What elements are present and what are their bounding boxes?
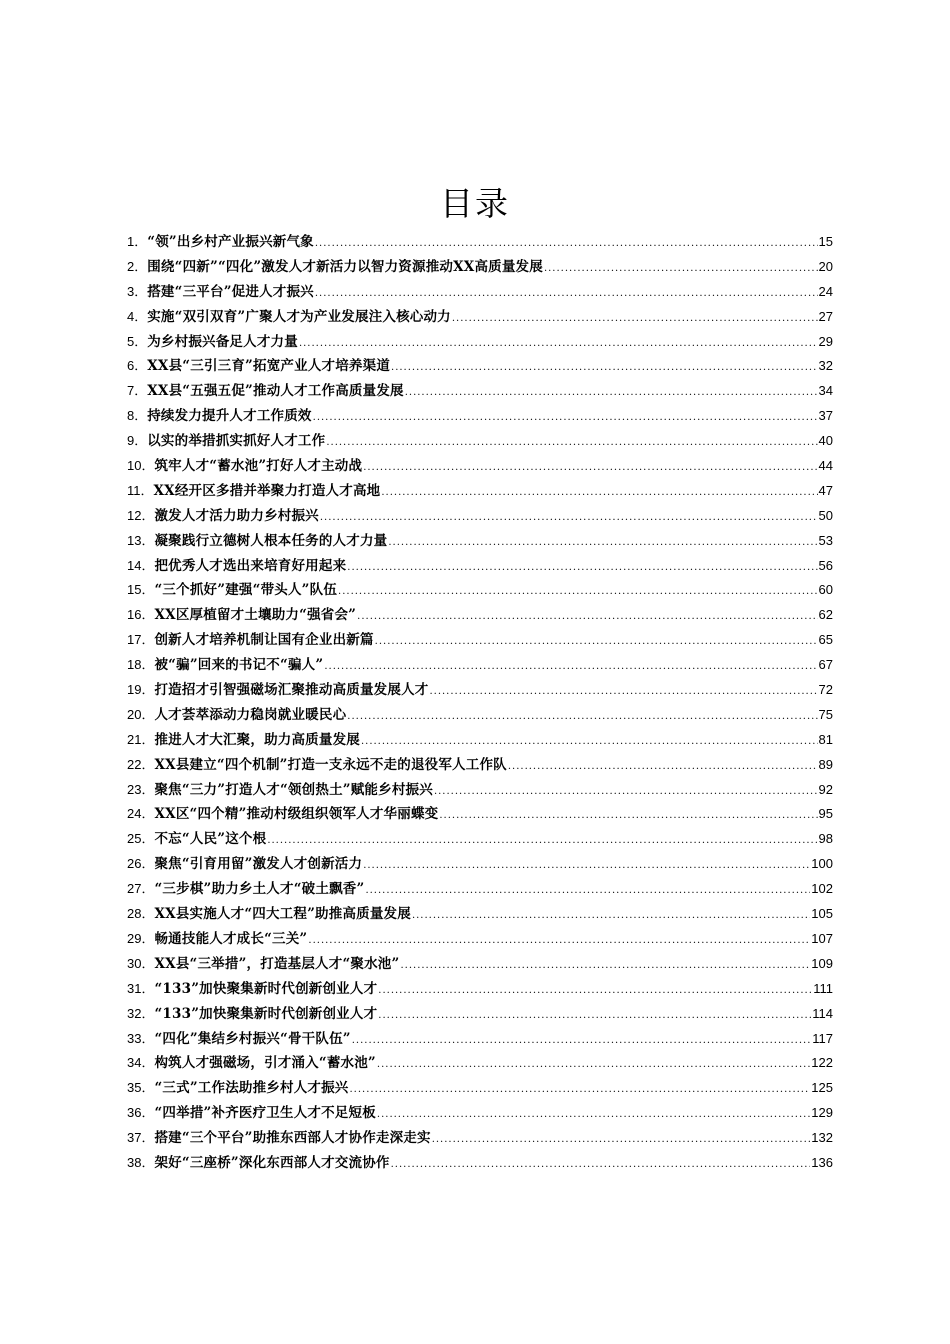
toc-entry-number: 32． bbox=[127, 1005, 155, 1021]
toc-entry-title: “四举措”补齐医疗卫生人才不足短板 bbox=[154, 1105, 376, 1122]
toc-entry-page-number: 67 bbox=[818, 657, 833, 673]
toc-entry-title: “领”出乡村产业振兴新气象 bbox=[147, 234, 314, 250]
toc-entry-number: 11． bbox=[127, 482, 154, 498]
toc-entry[interactable] bbox=[127, 479, 833, 504]
toc-entry-number: 13． bbox=[127, 532, 155, 548]
toc-entry-number: 12． bbox=[127, 507, 155, 523]
toc-entry[interactable] bbox=[127, 927, 833, 952]
toc-dot-leader bbox=[363, 456, 817, 481]
toc-entry-page-number: 75 bbox=[818, 706, 833, 722]
toc-entry-page-number: 40 bbox=[818, 433, 833, 449]
toc-entry[interactable] bbox=[127, 529, 833, 554]
toc-entry-title: 围绕“四新”“四化”激发人才新活力以智力资源推动XX高质量发展 bbox=[147, 258, 543, 275]
toc-entry[interactable] bbox=[127, 977, 833, 1002]
toc-entry[interactable] bbox=[127, 554, 833, 579]
toc-entry[interactable] bbox=[127, 753, 833, 778]
toc-entry[interactable] bbox=[127, 1027, 833, 1052]
toc-dot-leader bbox=[452, 307, 818, 332]
toc-dot-leader bbox=[315, 232, 818, 257]
toc-entry-title: “三步棋”助力乡土人才“破土飘香” bbox=[154, 881, 365, 898]
toc-entry-page-number: 122 bbox=[811, 1055, 833, 1071]
toc-entry-page-number: 136 bbox=[811, 1154, 833, 1170]
toc-dot-leader bbox=[508, 755, 818, 780]
toc-entry-page-number: 72 bbox=[818, 682, 833, 698]
toc-entry-number: 36． bbox=[127, 1105, 155, 1121]
toc-entry-title: 被“骗”回来的书记不“骗人” bbox=[154, 657, 324, 674]
toc-entry[interactable] bbox=[127, 404, 833, 429]
toc-entry-number: 37． bbox=[127, 1130, 155, 1146]
toc-entry-page-number: 50 bbox=[818, 507, 833, 523]
toc-entry-page-number: 102 bbox=[811, 881, 833, 897]
toc-entry[interactable] bbox=[127, 827, 833, 852]
toc-dot-leader bbox=[315, 282, 818, 307]
toc-title: 目录 bbox=[440, 184, 510, 223]
toc-dot-leader bbox=[313, 406, 818, 431]
toc-dot-leader bbox=[434, 780, 818, 805]
toc-entry-title: 凝聚践行立德树人根本任务的人才力量 bbox=[154, 532, 388, 549]
toc-dot-leader bbox=[326, 431, 817, 456]
toc-entry-page-number: 62 bbox=[818, 607, 833, 623]
toc-entry-title: 持续发力提升人才工作质效 bbox=[147, 408, 312, 425]
toc-entry-title: “四化”集结乡村振兴“骨干队伍” bbox=[154, 1030, 351, 1047]
toc-entry-page-number: 20 bbox=[818, 258, 833, 274]
toc-dot-leader bbox=[308, 929, 810, 954]
toc-entry-number: 33． bbox=[127, 1030, 155, 1046]
toc-entry-title: 架好“三座桥”深化东西部人才交流协作 bbox=[154, 1154, 390, 1171]
toc-entry-number: 5． bbox=[127, 333, 148, 349]
toc-entry-title: XX县“三引三育”拓宽产业人才培养渠道 bbox=[147, 358, 391, 375]
toc-entry-page-number: 125 bbox=[811, 1080, 833, 1096]
toc-entry-title: “三式”工作法助推乡村人才振兴 bbox=[154, 1080, 349, 1097]
toc-entry-page-number: 37 bbox=[818, 408, 833, 424]
toc-dot-leader bbox=[352, 1029, 812, 1054]
toc-entry-title: XX县“五强五促”推动人才工作高质量发展 bbox=[147, 383, 404, 400]
toc-entry-number: 6． bbox=[127, 358, 148, 374]
toc-entry-page-number: 129 bbox=[811, 1105, 833, 1121]
toc-dot-leader bbox=[377, 1103, 810, 1128]
toc-entry-number: 23． bbox=[127, 781, 155, 797]
toc-entry-page-number: 65 bbox=[818, 632, 833, 648]
toc-entry-page-number: 24 bbox=[818, 283, 833, 299]
toc-dot-leader bbox=[365, 879, 810, 904]
toc-entry-page-number: 47 bbox=[818, 482, 833, 498]
toc-entry-title: “133”加快聚集新时代创新创业人才 bbox=[154, 1005, 378, 1022]
toc-dot-leader bbox=[363, 854, 810, 879]
toc-dot-leader bbox=[412, 904, 810, 929]
toc-entry-page-number: 60 bbox=[818, 582, 833, 598]
toc-entry[interactable] bbox=[127, 1002, 833, 1027]
toc-entry-page-number: 29 bbox=[818, 333, 833, 349]
toc-entry[interactable] bbox=[127, 454, 833, 479]
toc-dot-leader bbox=[361, 730, 818, 755]
toc-entry-page-number: 81 bbox=[818, 731, 833, 747]
toc-entry-number: 1． bbox=[127, 234, 148, 249]
toc-entry-title: 为乡村振兴备足人才力量 bbox=[147, 333, 298, 350]
toc-dot-leader bbox=[400, 954, 810, 979]
toc-entry[interactable] bbox=[127, 603, 833, 628]
toc-entry-page-number: 117 bbox=[812, 1030, 833, 1046]
toc-entry-title: “三个抓好”建强“带头人”队伍 bbox=[154, 582, 338, 599]
toc-entry[interactable] bbox=[127, 305, 833, 330]
toc-entry[interactable] bbox=[127, 1101, 833, 1126]
toc-entry[interactable] bbox=[127, 728, 833, 753]
toc-dot-leader bbox=[267, 829, 817, 854]
toc-entry[interactable] bbox=[127, 778, 833, 803]
toc-entry[interactable] bbox=[127, 429, 833, 454]
toc-entry[interactable] bbox=[127, 678, 833, 703]
toc-entry-title: 实施“双引双育”广聚人才为产业发展注入核心动力 bbox=[147, 308, 451, 325]
toc-entry-page-number: 56 bbox=[818, 557, 833, 573]
toc-entry[interactable] bbox=[127, 504, 833, 529]
toc-dot-leader bbox=[544, 257, 818, 282]
toc-entry-page-number: 53 bbox=[818, 532, 833, 548]
toc-entry-number: 21． bbox=[127, 731, 155, 747]
toc-entry-title: 人才荟萃添动力稳岗就业暖民心 bbox=[154, 706, 347, 723]
toc-entry[interactable] bbox=[127, 230, 833, 255]
toc-entry-number: 27． bbox=[127, 881, 155, 897]
toc-entry[interactable] bbox=[127, 354, 833, 379]
toc-dot-leader bbox=[350, 1078, 811, 1103]
toc-entry-page-number: 34 bbox=[818, 383, 833, 399]
toc-entry-title: 聚焦“引育用留”激发人才创新活力 bbox=[154, 856, 363, 873]
toc-dot-leader bbox=[381, 481, 817, 506]
toc-entry-number: 25． bbox=[127, 831, 155, 847]
toc-entry-title: 筑牢人才“蓄水池”打好人才主动战 bbox=[154, 458, 363, 475]
toc-entry-title: 推进人才大汇聚，助力高质量发展 bbox=[154, 731, 360, 748]
toc-entry-title: 创新人才培养机制让国有企业出新篇 bbox=[154, 632, 374, 649]
toc-entry[interactable] bbox=[127, 1076, 833, 1101]
toc-entry[interactable] bbox=[127, 902, 833, 927]
toc-entry-page-number: 105 bbox=[811, 906, 833, 922]
toc-entry-page-number: 100 bbox=[811, 856, 833, 872]
toc-dot-leader bbox=[378, 1004, 811, 1029]
toc-dot-leader bbox=[299, 332, 818, 357]
toc-entry-title: XX县“三举措”，打造基层人才“聚水池” bbox=[154, 955, 400, 972]
toc-entry-page-number: 114 bbox=[812, 1005, 833, 1021]
toc-dot-leader bbox=[378, 979, 812, 1004]
toc-dot-leader bbox=[357, 605, 817, 630]
toc-entry-page-number: 132 bbox=[811, 1130, 833, 1146]
toc-entry[interactable] bbox=[127, 1151, 833, 1176]
toc-entry-number: 31． bbox=[127, 980, 155, 996]
toc-entry-number: 2． bbox=[127, 258, 148, 274]
toc-entry[interactable] bbox=[127, 330, 833, 355]
toc-entry-number: 15． bbox=[127, 582, 155, 598]
toc-entry-number: 20． bbox=[127, 706, 155, 722]
toc-dot-leader bbox=[439, 804, 817, 829]
toc-entry[interactable] bbox=[127, 802, 833, 827]
toc-dot-leader bbox=[320, 506, 818, 531]
toc-entry-title: XX经开区多措并举聚力打造人才高地 bbox=[153, 482, 381, 499]
toc-dot-leader bbox=[324, 655, 817, 680]
toc-entry[interactable] bbox=[127, 703, 833, 728]
toc-dot-leader bbox=[347, 556, 817, 581]
toc-entry-title: XX区厚植留才土壤助力“强省会” bbox=[154, 607, 357, 624]
toc-entry-number: 30． bbox=[127, 955, 155, 971]
toc-dot-leader bbox=[432, 1128, 811, 1153]
toc-entry-title: XX区“四个精”推动村级组织领军人才华丽蝶变 bbox=[154, 806, 439, 823]
toc-entry-page-number: 107 bbox=[811, 930, 833, 946]
toc-dot-leader bbox=[405, 381, 818, 406]
toc-entry-title: XX县建立“四个机制”打造一支永远不走的退役军人工作队 bbox=[154, 756, 507, 773]
toc-entry[interactable] bbox=[127, 653, 833, 678]
toc-entry-page-number: 32 bbox=[818, 358, 833, 374]
toc-entry[interactable] bbox=[127, 1051, 833, 1076]
toc-entry-number: 38． bbox=[127, 1154, 155, 1170]
toc-entry-page-number: 89 bbox=[818, 756, 833, 772]
toc-entry-title: “133”加快聚集新时代创新创业人才 bbox=[154, 980, 378, 997]
toc-entry-number: 17． bbox=[127, 632, 155, 648]
toc-entry-number: 16． bbox=[127, 607, 155, 623]
toc-dot-leader bbox=[338, 580, 818, 605]
toc-entry-title: 聚焦“三力”打造人才“领创热土”赋能乡村振兴 bbox=[154, 781, 433, 798]
toc-dot-leader bbox=[388, 531, 817, 556]
toc-entry[interactable] bbox=[127, 628, 833, 653]
toc-entry-title: 畅通技能人才成长“三关” bbox=[154, 930, 308, 947]
toc-entry-number: 18． bbox=[127, 657, 155, 673]
toc-entry-number: 34． bbox=[127, 1055, 155, 1071]
table-of-contents bbox=[127, 230, 833, 1176]
toc-entry-page-number: 15 bbox=[818, 234, 833, 249]
toc-entry-number: 10． bbox=[127, 458, 155, 474]
toc-entry-number: 3． bbox=[127, 283, 148, 299]
toc-entry-number: 24． bbox=[127, 806, 155, 822]
toc-dot-leader bbox=[377, 1053, 810, 1078]
toc-entry-number: 35． bbox=[127, 1080, 155, 1096]
toc-dot-leader bbox=[347, 705, 817, 730]
toc-entry-title: 激发人才活力助力乡村振兴 bbox=[154, 507, 319, 524]
toc-dot-leader bbox=[391, 356, 818, 381]
toc-entry-title: 以实的举措抓实抓好人才工作 bbox=[147, 433, 326, 450]
toc-dot-leader bbox=[429, 680, 817, 705]
toc-entry[interactable] bbox=[127, 280, 833, 305]
toc-entry-title: 搭建“三个平台”助推东西部人才协作走深走实 bbox=[154, 1130, 431, 1147]
toc-entry-title: 把优秀人才选出来培育好用起来 bbox=[154, 557, 347, 574]
toc-entry[interactable] bbox=[127, 379, 833, 404]
toc-entry-page-number: 109 bbox=[811, 955, 833, 971]
toc-entry-title: XX县实施人才“四大工程”助推高质量发展 bbox=[154, 906, 411, 923]
toc-entry-number: 9． bbox=[127, 433, 148, 449]
toc-entry-number: 19． bbox=[127, 682, 155, 698]
toc-entry-number: 14． bbox=[127, 557, 155, 573]
toc-entry-number: 28． bbox=[127, 906, 155, 922]
toc-entry-number: 4． bbox=[127, 308, 148, 324]
toc-entry[interactable] bbox=[127, 255, 833, 280]
toc-entry-number: 22． bbox=[127, 756, 155, 772]
toc-entry-number: 26． bbox=[127, 856, 155, 872]
toc-entry-page-number: 44 bbox=[818, 458, 833, 474]
toc-entry[interactable] bbox=[127, 877, 833, 902]
toc-entry-number: 7． bbox=[127, 383, 148, 399]
toc-entry-title: 搭建“三平台”促进人才振兴 bbox=[147, 283, 314, 300]
toc-entry-number: 8． bbox=[127, 408, 148, 424]
toc-entry-title: 构筑人才强磁场，引才涌入“蓄水池” bbox=[154, 1055, 376, 1072]
toc-entry[interactable] bbox=[127, 1126, 833, 1151]
toc-entry-page-number: 92 bbox=[818, 781, 833, 797]
toc-entry[interactable] bbox=[127, 578, 833, 603]
toc-entry[interactable] bbox=[127, 952, 833, 977]
toc-entry-page-number: 111 bbox=[813, 980, 833, 996]
toc-entry-title: 打造招才引智强磁场汇聚推动高质量发展人才 bbox=[154, 682, 429, 699]
toc-entry-title: 不忘“人民”这个根 bbox=[154, 831, 267, 848]
toc-dot-leader bbox=[391, 1153, 811, 1178]
toc-entry-page-number: 27 bbox=[818, 308, 833, 324]
toc-entry-page-number: 95 bbox=[818, 806, 833, 822]
toc-entry-number: 29． bbox=[127, 930, 155, 946]
toc-entry[interactable] bbox=[127, 852, 833, 877]
toc-entry-page-number: 98 bbox=[818, 831, 833, 847]
toc-dot-leader bbox=[375, 630, 818, 655]
